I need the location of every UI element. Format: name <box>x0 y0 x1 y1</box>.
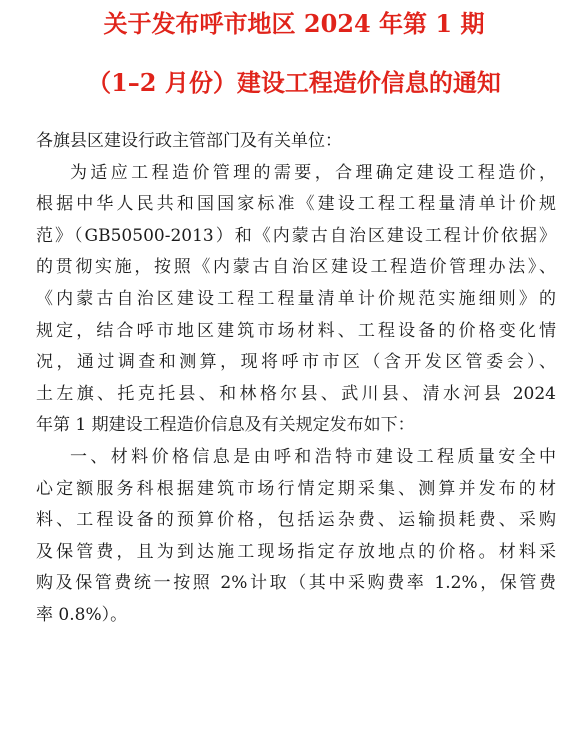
paragraph-1-line: 范》（GB50500-2013）和《内蒙古自治区建设工程计价依据》 <box>36 225 556 246</box>
notice-title-line-2: （1–2 月份）建设工程造价信息的通知 <box>87 68 501 97</box>
paragraph-1-line: 规定，结合呼市地区建筑市场材料、工程设备的价格变化情 <box>36 320 556 341</box>
paragraph-2-line: 购及保管费统一按照 2%计取（其中采购费率 1.2%，保管费 <box>36 573 556 594</box>
salutation: 各旗县区建设行政主管部门及有关单位： <box>36 131 342 151</box>
paragraph-2-line: 及保管费，且为到达施工现场指定存放地点的价格。材料采 <box>36 541 556 562</box>
paragraph-1-line: 的贯彻实施，按照《内蒙古自治区建设工程造价管理办法》、 <box>36 257 556 278</box>
paragraph-1-line: 《内蒙古自治区建设工程工程量清单计价规范实施细则》的 <box>36 288 556 309</box>
paragraph-1-line: 况，通过调查和测算，现将呼市市区（含开发区管委会）、 <box>36 352 556 373</box>
notice-body <box>36 126 556 632</box>
paragraph-2-line: 料、工程设备的预算价格，包括运杂费、运输损耗费、采购 <box>36 510 556 531</box>
paragraph-2-line: 一、材料价格信息是由呼和浩特市建设工程质量安全中 <box>70 446 556 467</box>
paragraph-1-line: 土左旗、托克托县、和林格尔县、武川县、清水河县 2024 <box>36 383 556 404</box>
paragraph-2-line: 心定额服务科根据建筑市场行情定期采集、测算并发布的材 <box>36 478 556 499</box>
paragraph-1-line: 为适应工程造价管理的需要，合理确定建设工程造价， <box>70 162 556 183</box>
paragraph-2-line: 率 0.8%）。 <box>36 604 128 625</box>
notice-title-line-1: 关于发布呼市地区 2024 年第 1 期 <box>103 9 485 38</box>
paragraph-1-line: 根据中华人民共和国国家标准《建设工程工程量清单计价规 <box>36 194 556 215</box>
paragraph-1-line: 年第 1 期建设工程造价信息及有关规定发布如下： <box>36 415 415 436</box>
